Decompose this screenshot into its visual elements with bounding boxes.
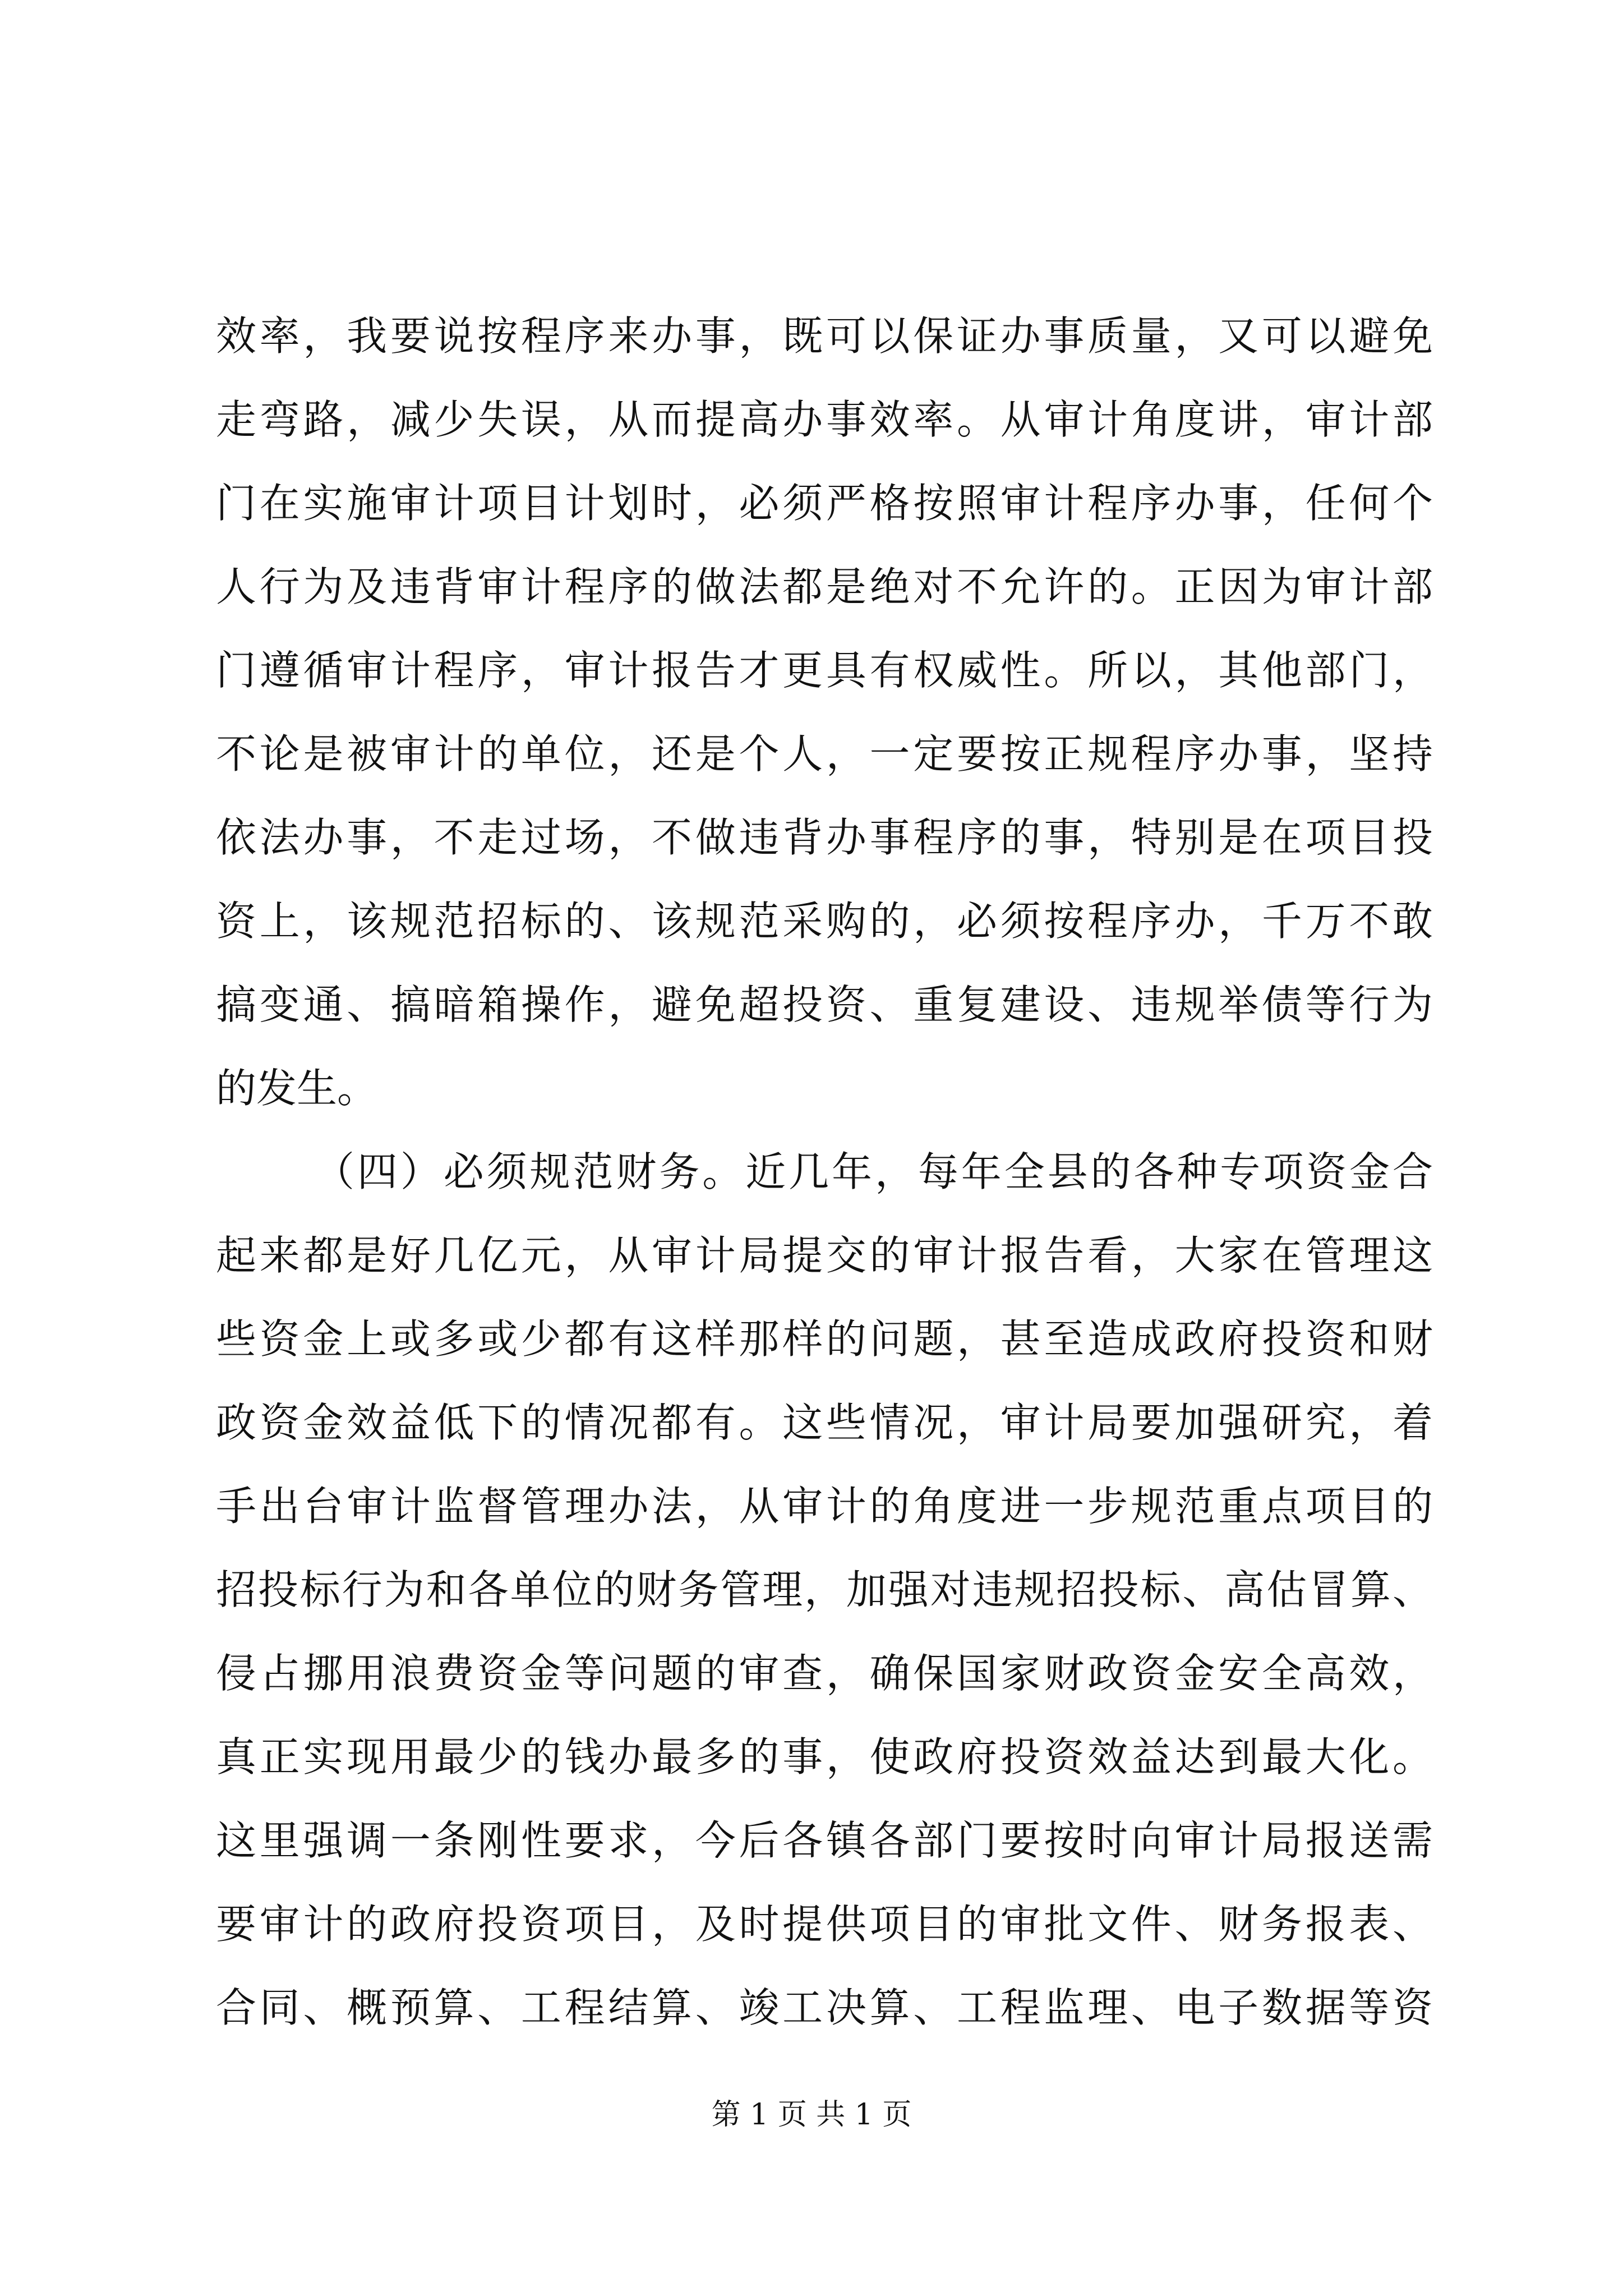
text-line: 招投标行为和各单位的财务管理，加强对违规招投标、高估冒算、 [216,1566,1433,1613]
document-body [216,295,1433,2050]
text-line: 人行为及违背审计程序的做法都是绝对不允许的。正因为审计部 [216,563,1433,610]
text-line: 侵占挪用浪费资金等问题的审查，确保国家财政资金安全高效， [216,1650,1433,1697]
text-line: 些资金上或多或少都有这样那样的问题，甚至造成政府投资和财 [216,1315,1433,1363]
text-line: 门遵循审计程序，审计报告才更具有权威性。所以，其他部门， [216,647,1433,694]
text-line: 效率，我要说按程序来办事，既可以保证办事质量，又可以避免 [216,312,1433,360]
text-line: 依法办事，不走过场，不做违背办事程序的事，特别是在项目投 [216,814,1433,861]
text-line: 这里强调一条刚性要求，今后各镇各部门要按时向审计局报送需 [216,1817,1433,1864]
text-line: 手出台审计监督管理办法，从审计的角度进一步规范重点项目的 [216,1483,1433,1530]
text-line: 真正实现用最少的钱办最多的事，使政府投资效益达到最大化。 [216,1733,1433,1780]
text-line: 政资金效益低下的情况都有。这些情况，审计局要加强研究，着 [216,1399,1433,1446]
text-line: 要审计的政府投资项目，及时提供项目的审批文件、财务报表、 [216,1901,1433,1948]
text-line: 合同、概预算、工程结算、竣工决算、工程监理、电子数据等资 [216,1984,1433,2031]
text-line: 搞变通、搞暗箱操作，避免超投资、重复建设、违规举债等行为 [216,981,1433,1028]
text-line: 不论是被审计的单位，还是个人，一定要按正规程序办事，坚持 [216,730,1433,777]
text-line: 的发生。 [216,1065,378,1112]
page-footer [0,2092,1623,2137]
text-line: 资上，该规范招标的、该规范采购的，必须按程序办，千万不敢 [216,898,1433,945]
page-number: 第 1 页 共 1 页 [711,2098,912,2132]
text-line: 门在实施审计项目计划时，必须严格按照审计程序办事，任何个 [216,480,1433,527]
text-line: 起来都是好几亿元，从审计局提交的审计报告看，大家在管理这 [216,1232,1433,1279]
text-line: 走弯路，减少失误，从而提高办事效率。从审计角度讲，审计部 [216,396,1433,443]
section-heading-line: （四）必须规范财务。近几年，每年全县的各种专项资金合 [314,1148,1433,1195]
